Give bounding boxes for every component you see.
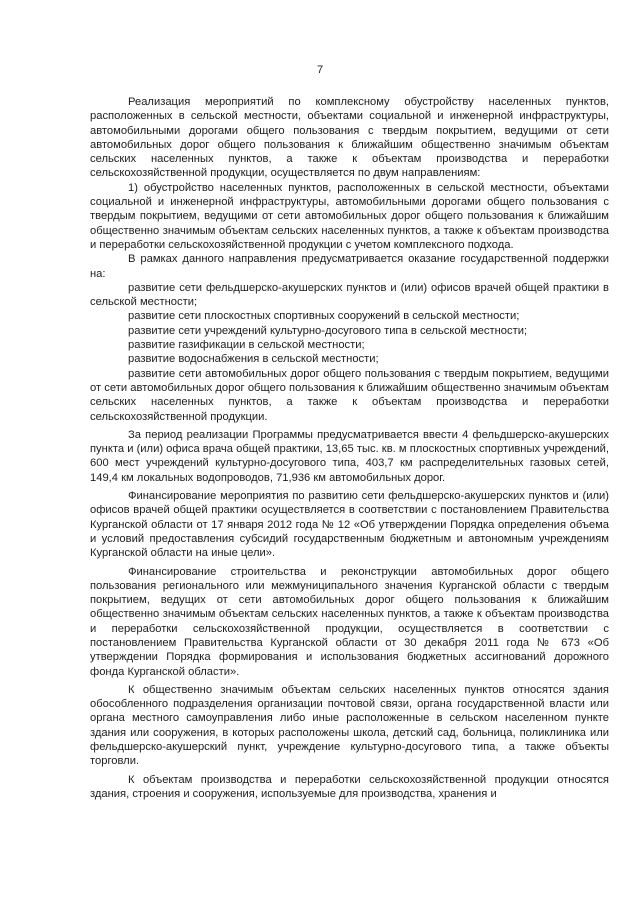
paragraph-production-objects: К объектам производства и переработки сельскохозяйственной продукции относятся здания, строения и сооружения, используемые для производства, хранения и bbox=[90, 773, 609, 800]
list-item: развитие газификации в сельской местности; bbox=[128, 339, 365, 352]
paragraph-public-objects: К общественно значимым объектам сельских населенных пунктов относятся здания обособленного подразделения организации почтовой связи, органа государственной власти или органа местного самоуправления либо иные расположенные в сельском населенном пункте здания или сооружения, в которых расположены школа, детский сад, больница, поликлиника или фельдшерско-акушерский пункт, учреждение культурно-досугового типа, а также объекты торговли. bbox=[90, 683, 609, 768]
list-item: развитие сети фельдшерско-акушерских пунктов и (или) офисов врачей общей практики в сельской местности; bbox=[90, 281, 609, 309]
list-item: развитие сети плоскостных спортивных сооружений в сельской местности; bbox=[128, 310, 520, 323]
list-item: развитие сети учреждений культурно-досугового типа в сельской местности; bbox=[128, 324, 528, 337]
paragraph-financing-fap: Финансирование мероприятия по развитию сети фельдшерско-акушерских пунктов и (или) офисов врачей общей практики осуществляется в соответствии с постановлением Правительства Курганской области от 17 января 2012 года № 12 «Об утверждении Порядка определения объема и условий предоставления субсидий государственным бюджетным и автономным учреждениям Курганской области на иные цели». bbox=[90, 490, 609, 560]
list-item: развитие водоснабжения в сельской местности; bbox=[128, 353, 379, 366]
page-number: 7 bbox=[316, 64, 324, 76]
paragraph-financing-roads: Финансирование строительства и реконструкции автомобильных дорог общего пользования регионального или межмуниципального значения Курганской области с твердым покрытием, ведущих от сети автомобильных дорог общего пользования к ближайшим общественно значимым объектам сельских населенных пунктов, а также к объектам производства и переработки сельскохозяйственной продукции, осуществляется в соответствии с постановлением Правительства Курганской области от 30 декабря 2011 года № 673 «Об утверждении Порядка формирования и использования бюджетных ассигнований дорожного фонда Курганской области». bbox=[90, 565, 609, 678]
document-body bbox=[90, 95, 609, 801]
list-item: развитие сети автомобильных дорог общего пользования с твердым покрытием, ведущими от сети автомобильных дорог общего пользования к ближайшим общественно значимым объектам сельских населенных пунктов, а также к объектам производства и переработки сельскохозяйственной продукции. bbox=[90, 367, 609, 423]
paragraph-direction-1: 1) обустройство населенных пунктов, расположенных в сельской местности, объектами социальной и инженерной инфраструктуры, автомобильными дорогами общего пользования с твердым покрытием, ведущими от сети автомобильных дорог общего пользования к ближайшим общественно значимым объектам сельских населенных пунктов, а также к объектам производства и переработки сельскохозяйственной продукции с учетом комплексного подхода. bbox=[90, 181, 609, 251]
paragraph-targets: За период реализации Программы предусматривается ввести 4 фельдшерско-акушерских пункта и (или) офиса врача общей практики, 13,65 тыс. кв. м плоскостных спортивных учреждений, 600 мест учреждений культурно-досугового типа, 403,7 км распределительных газовых сетей, 149,4 км локальных водопроводов, 71,936 км автомобильных дорог. bbox=[90, 428, 609, 484]
paragraph-support: В рамках данного направления предусматривается оказание государственной поддержки на: bbox=[90, 253, 609, 280]
paragraph-intro: Реализация мероприятий по комплексному обустройству населенных пунктов, расположенных в сельской местности, объектами социальной и инженерной инфраструктуры, автомобильными дорогами общего пользования с твердым покрытием, ведущими от сети автомобильных дорог общего пользования к ближайшим общественно значимым объектам сельских населенных пунктов, а также к объектам производства и переработки сельскохозяйственной продукции, осуществляется по двум направлениям: bbox=[90, 96, 609, 180]
